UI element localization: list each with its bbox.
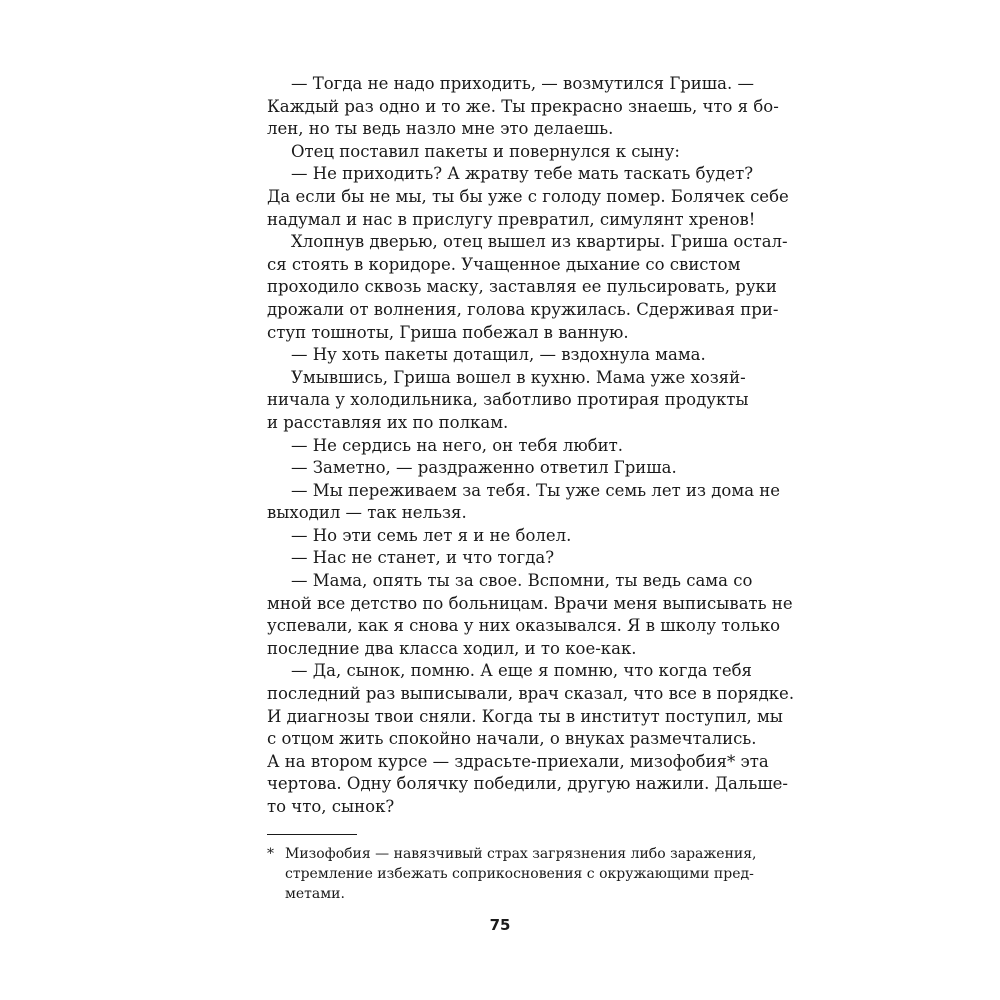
text-line: последний раз выписывали, врач сказал, что все в порядке.	[267, 684, 795, 704]
text-line: чертова. Одну болячку победили, другую нажили. Дальше-	[267, 774, 789, 794]
text-line: Каждый раз одно и то же. Ты прекрасно знаешь, что я бо-	[267, 96, 779, 116]
footnote-mark: *	[267, 846, 274, 862]
text-line: — Ну хоть пакеты дотащил, — вздохнула мама.	[291, 345, 706, 365]
text-line: А на втором курсе — здрасьте-приехали, мизофобия* эта	[267, 751, 769, 771]
text-line: — Мама, опять ты за свое. Вспомни, ты ведь сама со	[291, 571, 753, 591]
text-line: ступ тошноты, Гриша побежал в ванную.	[267, 322, 629, 342]
text-line: надумал и нас в прислугу превратил, симулянт хренов!	[267, 209, 756, 229]
text-line: И диагнозы твои сняли. Когда ты в институт поступил, мы	[267, 706, 783, 726]
text-line: успевали, как я снова у них оказывался. Я в школу только	[267, 616, 781, 636]
text-line: мной все детство по больницам. Врачи меня выписывать не	[267, 593, 793, 613]
text-line: — Мы переживаем за тебя. Ты уже семь лет из дома не	[291, 480, 781, 500]
footnote-divider	[267, 834, 357, 835]
footnote-line: Мизофобия — навязчивый страх загрязнения либо заражения,	[285, 846, 757, 862]
text-line: проходило сквозь маску, заставляя ее пульсировать, руки	[267, 277, 777, 297]
text-line: то что, сынок?	[267, 797, 395, 816]
text-line: лен, но ты ведь назло мне это делаешь.	[267, 119, 614, 139]
text-line: — Заметно, — раздраженно ответил Гриша.	[291, 458, 677, 478]
footnote-line: метами.	[285, 886, 345, 902]
text-line: — Да, сынок, помню. А еще я помню, что когда тебя	[291, 661, 752, 681]
text-line: и расставляя их по полкам.	[267, 412, 509, 432]
text-line: — Нас не станет, и что тогда?	[291, 548, 555, 568]
footnote-line: стремление избежать соприкосновения с окружающими пред-	[285, 866, 754, 882]
text-line: ся стоять в коридоре. Учащенное дыхание со свистом	[267, 254, 741, 274]
text-line: ничала у холодильника, заботливо протирая продукты	[267, 390, 749, 410]
footnote	[267, 844, 757, 904]
main-text	[267, 73, 795, 819]
text-line: дрожали от волнения, голова кружилась. Сдерживая при-	[267, 299, 779, 319]
text-line: Отец поставил пакеты и повернулся к сыну:	[291, 141, 680, 161]
text-line: — Тогда не надо приходить, — возмутился Гриша. —	[291, 74, 754, 93]
text-line: — Не сердись на него, он тебя любит.	[291, 435, 624, 455]
page-number: 75	[489, 916, 511, 934]
text-line: с отцом жить спокойно начали, о внуках размечтались.	[267, 729, 757, 749]
text-line: Да если бы не мы, ты бы уже с голоду помер. Болячек себе	[267, 186, 789, 206]
text-line: Умывшись, Гриша вошел в кухню. Мама уже хозяй-	[291, 367, 746, 387]
text-line: — Не приходить? А жратву тебе мать таскать будет?	[291, 164, 754, 184]
text-line: последние два класса ходил, и то кое-как.	[267, 638, 637, 658]
text-line: Хлопнув дверью, отец вышел из квартиры. Гриша остал-	[291, 232, 788, 252]
text-line: — Но эти семь лет я и не болел.	[291, 525, 572, 545]
text-line: выходил — так нельзя.	[267, 503, 467, 523]
